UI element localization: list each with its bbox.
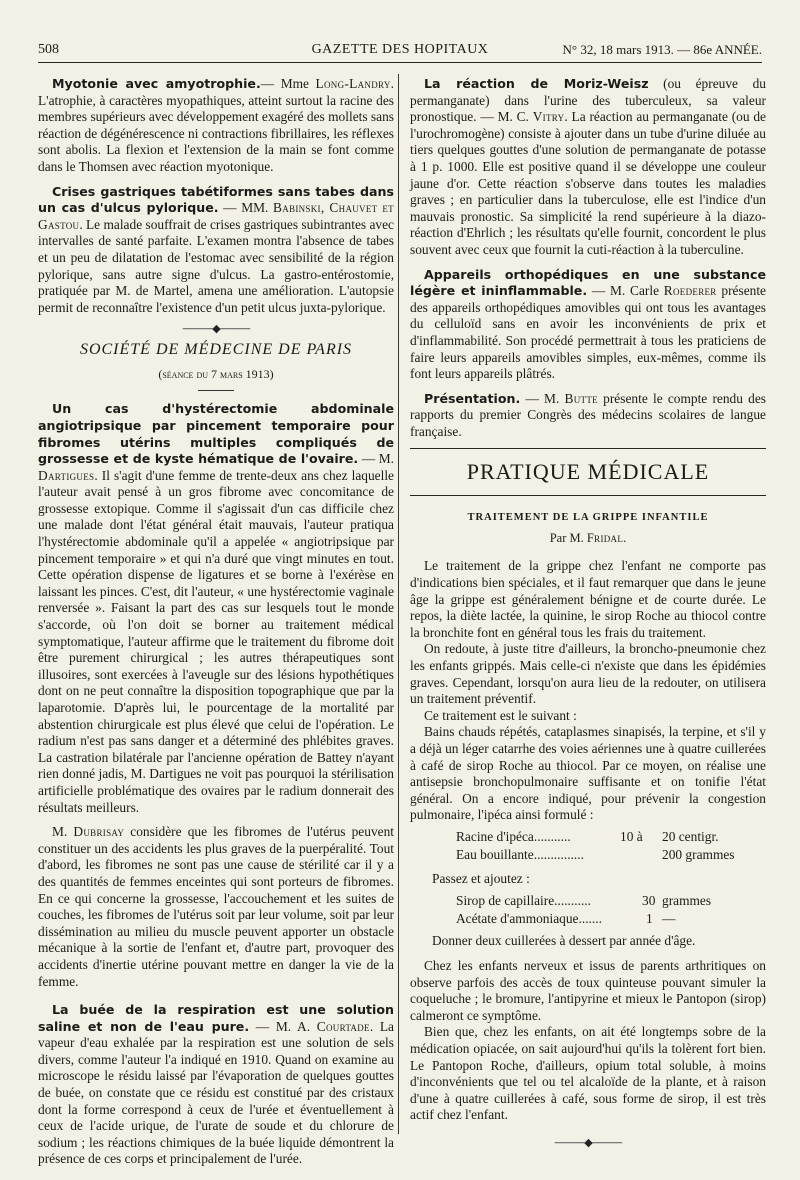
article-body: . La réaction au permanganate (ou de l'urochromogène) consiste à ajouter dans un tube d'urine diluée au tiers quelques gouttes d'une solution de permanganate de potasse à 1 p. 1000. Elle est positive quand il se développe une couleur jaune d'or. Cette réaction s'observe dans toutes les maladies graves ; en particulier dans la tuberculose, elle est l'indice d'un mauvais pronostic. Sa simplicité la rend supérieure à la diazo-réaction d'Ehrlich ; les résultats qu'elle fournit, concordent le plus souvent avec ceux que fournit la cuti-réaction à la tuberculine.	[410, 109, 766, 257]
quantity: 10 à	[620, 828, 643, 844]
byline: Par M. Fridal.	[549, 531, 627, 546]
quantity: 1	[646, 910, 653, 926]
article-buee: La buée de la respiration est une solution saline et non de l'eau pure. — M. A. Courtade. La vapeur d'eau exhalée par la respiration est une solution de sels divers, comme l'auteur l'a indiqué en 1910. Quand on examine au microscope le résidu laissé par l'évaporation de quelques gouttes de buée, on constate que ce résidu est constitué par des cristaux dont la forme correspond à ceux de l'urée et éventuellement à ceux de l'acide urique, de l'urate de soude et du chlorure de sodium ; les réactions chimiques de la buée liquide démontrent la présence de ces corps et principalement de l'urée.	[38, 1002, 394, 1167]
author-name: Butte	[564, 390, 598, 406]
page-header	[38, 40, 762, 63]
instruction: Passez et ajoutez :	[432, 870, 530, 886]
author-name: Long-Landry	[315, 76, 391, 91]
ingredient: Racine d'ipéca...........	[456, 828, 571, 844]
left-column	[38, 76, 394, 1168]
article-appareils: Appareils orthopédiques en une substance légère et ininflammable. — M. Carle Roederer présente des appareils orthopédiques amovibles qui ont tous les avantages du celluloïd sans en avoir les inconvénients de prix et d'inflammabilité. Son procédé permettrait à tous les praticiens de faire leurs appareils amovibles simples, eux-mêmes, comme ils font leurs appareils plâtrés.	[410, 266, 766, 382]
paragraph: Ce traitement est le suivant :	[424, 707, 577, 723]
unit: 200 grammes	[662, 846, 735, 862]
article-title: Présentation.	[424, 390, 521, 406]
article-title: Un cas d'hystérectomie abdominale angiotripsique par pincement temporaire pour fibromes utérins multiples compliqués de grossesse et de kyste hématique de l'ovaire.	[38, 401, 394, 467]
article-body: . Il s'agit d'une femme de trente-deux ans chez laquelle l'auteur avait pensé à un gros fibrome avec concomitance de grossesse extopique. Comme il s'agissait d'un cas difficile chez une malade dont l'état général était mauvais, l'auteur pratiqua l'hystérectomie abdominale qu'il a appelée « angiotripsique par pincement temporaire » et qui n'a duré que vingt minutes en tout. Cette opération dispense de ligatures et se borne à l'exérèse en laissant les pinces. C'est, dit l'auteur, « une hystérectomie vaginale renversée ». Faisant la part des cas sur lesquels tout le monde s'accorde, où l'on doit se borner au traitement médical symptomatique, l'auteur affirme que le traitement du fibrome doit être purement chirurgical ; les autres thérapeutiques sont illusoires, sont exercées à l'aveugle sur des lésions hypothétiques dont on ne peut connaître la disposition topographique que par la laparotomie. D'après lui, le pourcentage de la mortalité par abstention chirurgicale est plus élevé que celui de l'opération. Le radium n'est pas sans danger et a déterminé des phlébites graves. La castration bilatérale par l'ancienne opération de Battey n'ayant rien donné jadis, M. Dartigues ne voit pas pourquoi la stérilisation artificielle problématique des ovaires par le radium donnerait des résultats meilleurs.	[38, 467, 394, 815]
author-name: Courtade	[316, 1018, 370, 1034]
pratique-medicale-banner	[410, 448, 766, 496]
formula-row	[410, 910, 766, 928]
society-title: SOCIÉTÉ DE MÉDECINE DE PARIS	[79, 341, 353, 359]
formula-row	[410, 892, 766, 910]
article-body: . La vapeur d'eau exhalée par la respiration est une solution de sels divers, comme l'auteur l'a indiqué en 1910. Quand on examine au microscope le résidu laissé par l'évaporation de quelques gouttes de buée, on constate que ce résidu est constitué par des cristaux dont la forme correspond à ceux de l'urée et éventuellement à ceux de l'acide urique, de l'urate de soude et du chlorure de sodium ; les réactions chimiques de la buée liquide démontrent la présence de ces corps et principalement de l'urée.	[38, 1018, 394, 1167]
dosage-instruction: Donner deux cuillerées à dessert par année d'âge.	[432, 932, 696, 948]
article-dubrisay: M. Dubrisay considère que les fibromes de l'utérus peuvent constituer un des accidents les plus graves de la puerpéralité. Tout d'abord, les fibromes ne sont pas une cause de stérilité car il y a des quantités de femmes enceintes qui sont porteurs de fibromes. En ce qui concerne la grossesse, l'accouchement et les suites de couches, les fibromes de l'utérus soit par leur volume, soit par leur dissémination au milieu du muscle peuvent apporter un obstacle mécanique à la sortie de l'enfant et, d'autre part, provoquer des accidents d'inertie utérine pouvant mettre en danger la vie de la femme.	[38, 824, 395, 989]
article-title: Myotonie avec amyotrophie.	[52, 76, 261, 91]
article-body: . L'atrophie, à caractères myopathiques, atteint surtout la racine des membres supérieurs avec développement exagéré des mollets sans réaction de dégénérescence ni contractions fibrillaires, les réflexes sont abolis. La flexion et l'extension de la main se font comme dans le Thomsen avec réaction myotonique.	[38, 76, 394, 174]
article-body: . Le malade souffrait de crises gastriques subintrantes avec intervalles de santé parfaite. L'examen montra l'absence de tabes et un peu de dilatation de l'estomac avec sensibilité de la région pylorique, sans autre signe d'ulcus. La gastro-entérostomie, pratiquée par M. de Martel, amena une amélioration. L'autopsie permit de reconnaître l'existence d'un petit ulcus juxta-pylorique.	[38, 216, 395, 315]
prescription-formula-1	[410, 828, 766, 864]
ingredient: Eau bouillante...............	[456, 846, 584, 862]
article-title: Crises gastriques tabétiformes sans tabes dans un cas d'ulcus pylorique.	[38, 183, 394, 216]
article-presentation: Présentation. — M. Butte présente le compte rendu des rapports du premier Congrès des médecins scolaires de langue française.	[410, 390, 766, 439]
journal-title: GAZETTE DES HOPITAUX	[311, 42, 489, 57]
paragraph: Bien que, chez les enfants, on ait été longtemps sobre de la médication opiacée, on sait aujourd'hui qu'ils la tolèrent fort bien. Le Pantopon Roche, d'ailleurs, opium total soluble, à moins d'inconvénients que tel ou tel alcaloïde de la plante, et à raison d'une à quatre cuillerées à café, sous forme de sirop, il est très actif chez l'enfant.	[410, 1024, 766, 1123]
author-name: Babinski, Chauvet et Gastou	[38, 200, 394, 232]
unit: —	[662, 910, 676, 926]
article-crises: Crises gastriques tabétiformes sans tabes dans un cas d'ulcus pylorique. — MM. Babinski, Chauvet et Gastou. Le malade souffrait de crises gastriques subintrantes avec intervalles de santé parfaite. L'examen montra l'absence de tabes et un peu de dilatation de l'estomac avec sensibilité de la région pylorique, sans autre signe d'ulcus. La gastro-entérostomie, pratiquée par M. de Martel, amena une amélioration. L'autopsie permit de reconnaître l'existence d'un petit ulcus juxta-pylorique.	[38, 183, 395, 315]
formula-row	[410, 846, 766, 864]
author-name: Fridal	[586, 531, 624, 546]
author-name: Dubrisay	[73, 824, 125, 840]
article-title: La réaction de Moriz-Weisz	[424, 76, 649, 91]
ingredient: Sirop de capillaire...........	[456, 892, 591, 908]
short-rule	[198, 390, 234, 391]
author-name: Vitry	[532, 109, 565, 125]
article-moriz: La réaction de Moriz-Weisz (ou épreuve du permanganate) dans l'urine des tuberculeux, sa valeur pronostique. — M. C. Vitry. La réaction au permanganate (ou de l'urochromogène) consiste à ajouter dans un tube d'urine diluée au tiers quelques gouttes d'une solution de permanganate de potasse à 1 p. 1000. Elle est positive quand il se développe une couleur jaune d'or. Cette réaction s'observe dans toutes les maladies graves ; en particulier dans la tuberculose, elle est l'indice d'un mauvais pronostic. Sa simplicité la rend supérieure à la diazo-réaction d'Ehrlich ; les résultats qu'elle fournit, concordent le plus souvent avec ceux que fournit la cuti-réaction à la tuberculine.	[410, 76, 766, 257]
author-name: Roederer	[663, 283, 717, 299]
paragraph: Bains chauds répétés, cataplasmes sinapisés, la terpine, et s'il y a déjà un léger catarrhe des voies aériennes une à quatre cuillerées à café de sirop Roche au thiocol. Par ce moyen, on réalise une antisepsie bronchopulmonaire suffisante et on tonifie l'état général. On a encore indiqué, pour prévenir la congestion pulmonaire, l'ipéca ainsi formulé :	[410, 724, 766, 823]
paragraph: Chez les enfants nerveux et issus de parents arthritiques on observe parfois des accès de toux quinteuse pouvant simuler la coqueluche ; le bromure, l'antipyrine et mieux le Pantopon (sirop) calmeront ce symptôme.	[410, 957, 766, 1023]
article-myotonie: Myotonie avec amyotrophie.— Mme Long-Landry. L'atrophie, à caractères myopathiques, atteint surtout la racine des membres supérieurs avec développement exagéré des mollets sans réaction de dégénérescence ni contractions fibrillaires, les réflexes sont abolis. La flexion et l'extension de la main se font comme dans le Thomsen avec réaction myotonique.	[38, 76, 394, 174]
article-body: considère que les fibromes de l'utérus peuvent constituer un des accidents les plus graves de la puerpéralité. Tout d'abord, les fibromes ne sont pas une cause de stérilité car il y a des quantités de femmes enceintes qui sont porteurs de fibromes. En ce qui concerne la grossesse, l'accouchement et les suites de couches, les fibromes de l'utérus soit par leur volume, soit par leur dissémination au milieu du muscle peuvent apporter un obstacle mécanique à la sortie de l'enfant et, d'autre part, provoquer des accidents d'inertie utérine pouvant mettre en danger la vie de la femme.	[38, 824, 395, 989]
ingredient: Acétate d'ammoniaque.......	[456, 910, 602, 926]
article-title: Appareils orthopédiques en une substance légère et ininflammable.	[410, 266, 766, 299]
ornament-divider: ———◆———	[182, 322, 250, 336]
issue-info: N° 32, 18 mars 1913. — 86e ANNÉE.	[562, 42, 762, 57]
session-date: (séance du 7 mars 1913)	[158, 367, 274, 382]
paragraph: Le traitement de la grippe chez l'enfant ne comporte pas d'indications bien spéciales, et il faut remarquer que dans le jeune âge la grippe est généralement bénigne et de courte durée. Le repos, la diète lactée, la quinine, le sirop Roche au thiocol contre la bronchite font en général tous les frais du traitement.	[410, 558, 766, 640]
quantity: 30	[642, 892, 656, 908]
article-body: présente le compte rendu des rapports du premier Congrès des médecins scolaires de langue française.	[410, 390, 766, 439]
page-number: 508	[38, 42, 59, 57]
prescription-formula-2	[410, 892, 766, 928]
column-divider	[398, 74, 399, 1134]
article-subtitle: TRAITEMENT DE LA GRIPPE INFANTILE	[467, 512, 709, 524]
article-hysterectomie: Un cas d'hystérectomie abdominale angiotripsique par pincement temporaire pour fibromes utérins multiples compliqués de grossesse et de kyste hématique de l'ovaire. — M. Dartigues. Il s'agit d'une femme de trente-deux ans chez laquelle l'auteur avait pensé à un gros fibrome avec concomitance de grossesse extopique. Comme il s'agissait d'un cas difficile chez une malade dont l'état général était mauvais, l'auteur pratiqua l'hystérectomie abdominale qu'il a appelée « angiotripsique par pincement temporaire » et qui n'a duré que vingt minutes en tout. Cette opération dispense de ligatures et se borne à l'exérèse en laissant les pinces. C'est, dit l'auteur, « une hystérectomie vaginale renversée ». Faisant la part des cas sur lesquels tout le monde s'accorde, où l'on doit se borner au traitement médical symptomatique, l'auteur affirme que le traitement du fibrome doit être purement chirurgical ; les autres thérapeutiques sont illusoires, sont exercées à l'aveugle sur des lésions hypothétiques dont on ne peut connaître la disposition topographique que par la laparotomie. D'après lui, le pourcentage de la mortalité par abstention chirurgicale est plus élevé que celui de l'opération. Le radium n'est pas sans danger et a déterminé des phlébites graves. La castration bilatérale par l'ancienne opération de Battey n'ayant rien donné jadis, M. Dartigues ne voit pas pourquoi la stérilisation artificielle problématique des ovaires par le radium donnerait des résultats meilleurs.	[38, 401, 394, 815]
section-title: PRATIQUE MÉDICALE	[466, 459, 710, 485]
unit: 20 centigr.	[662, 828, 719, 844]
article-body: présente des appareils orthopédiques amovibles qui ont tous les avantages du celluloïd sans en avoir les inconvénients de prix et d'inflammabilité. Son procédé permettrait à tous les praticiens de faire leurs appareils amovibles simples, eux-mêmes, comme ils font leurs appareils plâtrés.	[410, 283, 766, 382]
formula-row	[410, 828, 766, 846]
paragraph: On redoute, à juste titre d'ailleurs, la broncho-pneumonie chez les enfants grippés. Mais celle-ci n'existe que dans les épidémies graves. Cependant, lorsqu'on aura lieu de la redouter, on utilisera un traitement préventif.	[410, 641, 766, 707]
author-name: Dartigues	[38, 467, 95, 483]
unit: grammes	[662, 892, 712, 908]
ornament-divider: ———◆———	[554, 1135, 622, 1149]
right-column	[410, 76, 766, 1155]
article-title: La buée de la respiration est une solution saline et non de l'eau pure.	[38, 1002, 394, 1034]
